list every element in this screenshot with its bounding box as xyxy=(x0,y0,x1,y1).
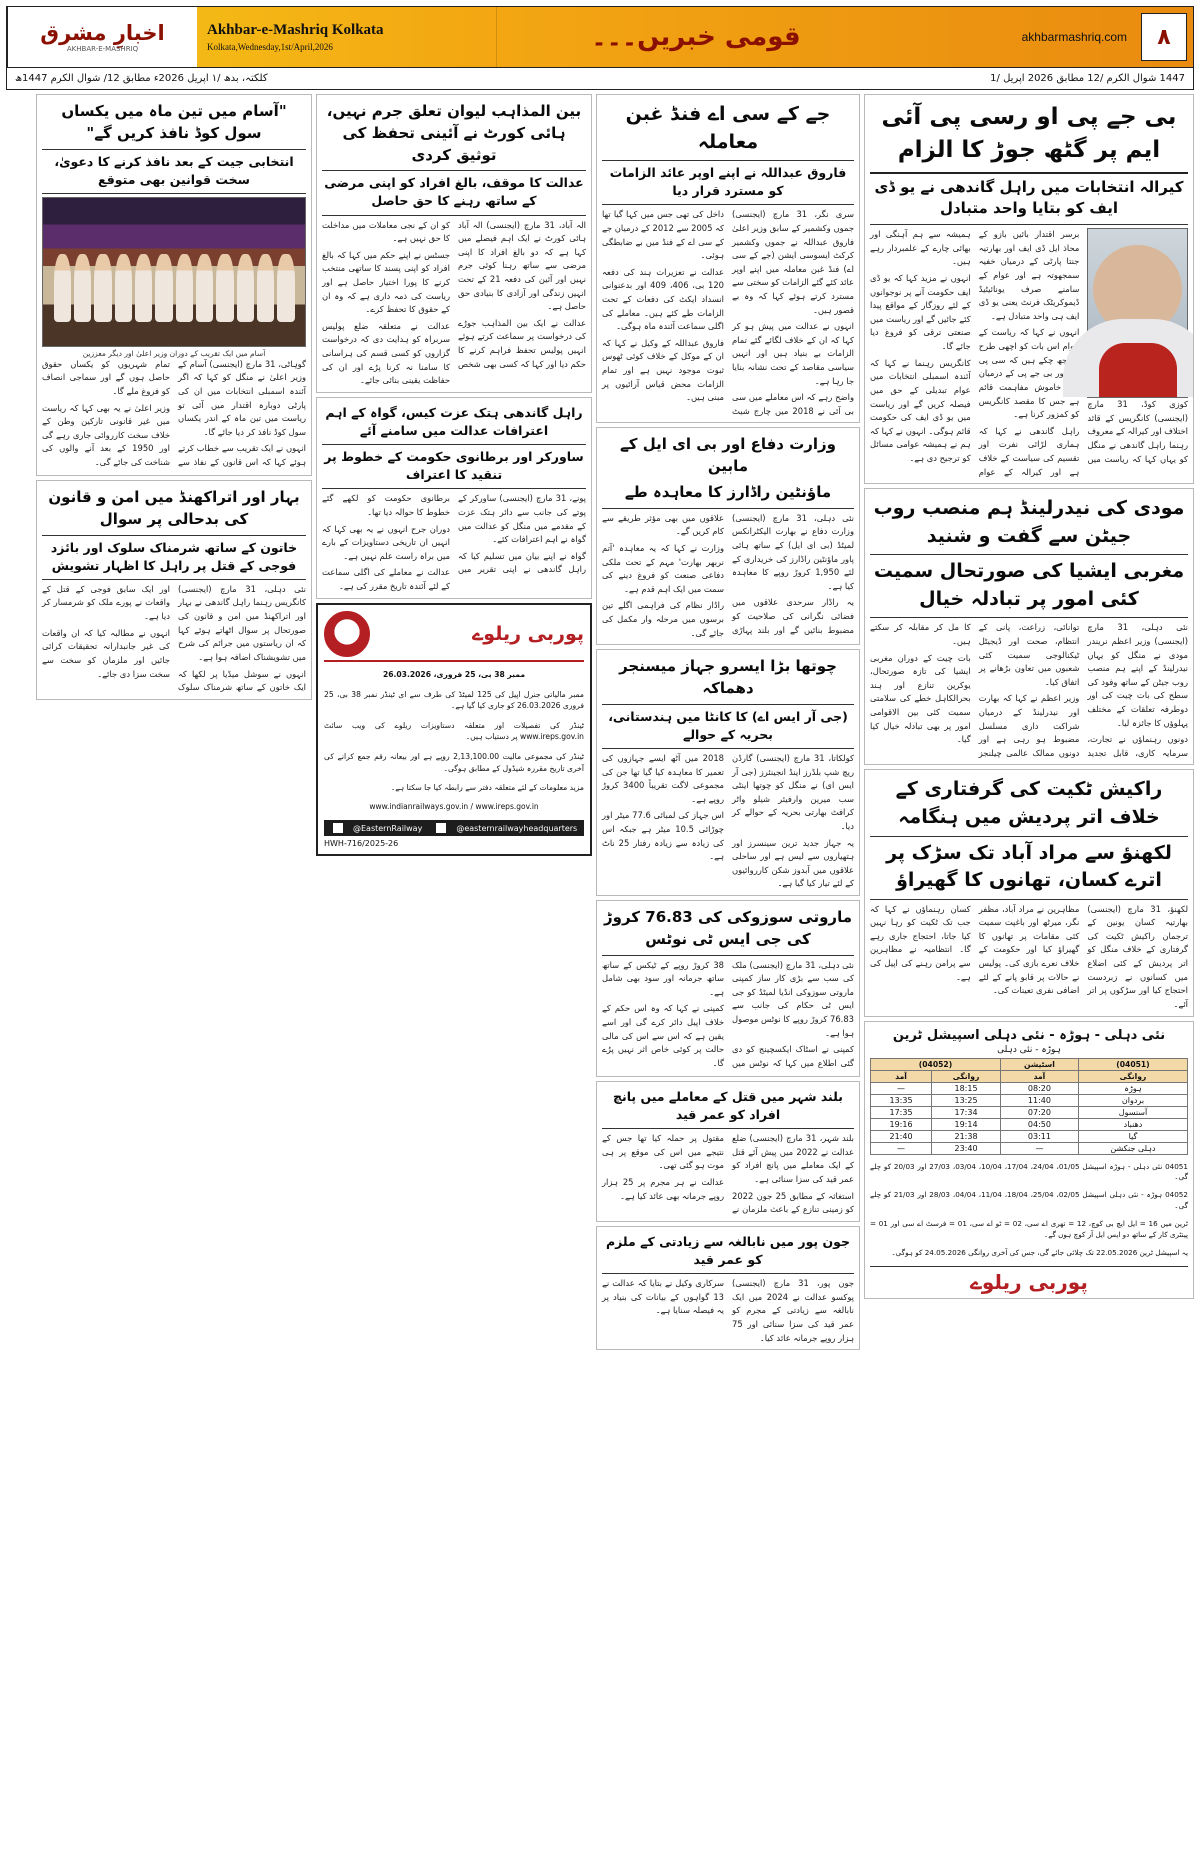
paragraph: راڈار نظام کی فراہمی اگلے تین برسوں میں مرحلہ وار مکمل کی جائے گی۔ xyxy=(602,600,724,638)
headline: بی جے پی او رسی پی آئی ایم پر گٹھ جوڑ کا الزام xyxy=(881,104,1177,164)
timetable-title: نئی دہلی - ہوڑہ - نئی دہلی اسپیشل ٹرین xyxy=(892,1027,1166,1043)
date-bar xyxy=(6,68,1194,90)
timetable xyxy=(870,1058,1188,1155)
paragraph: یہ راڈار سرحدی علاقوں میں فضائی نگرانی کی صلاحیت کو مضبوط بنائیں گے اور بلند پہاڑی علاقوں میں بھی مؤثر طریقے سے کام کریں گے۔ xyxy=(602,512,854,635)
paragraph: مظاہرین نے مراد آباد، مظفر نگر، میرٹھ اور باغپت سمیت کئی مقامات پر تھانوں کا گھیراؤ کیا اور حکومت کے خلاف نعرے بازی کی۔ پولیس نے حالات پر قابو پانے کے لئے اضافی نفری تعینات کی۔ xyxy=(978,903,1080,996)
cell: 08:20 xyxy=(1000,1082,1078,1094)
timetable-header-departure-2: روانگی xyxy=(932,1070,1001,1082)
article-assam-ucc xyxy=(36,94,312,476)
page-number: ۸ xyxy=(1141,13,1187,61)
article-body xyxy=(602,1132,854,1217)
article-body xyxy=(870,228,1188,479)
masthead-section-title xyxy=(497,7,895,67)
paragraph: الہ آباد، 31 مارچ (ایجنسی) الہ آباد ہائی کورٹ نے ایک اہم فیصلے میں کہا ہے کہ دو بالغ افراد کا اپنی مرضی سے ساتھ رہنا کوئی جرم نہیں اور آئین کی دفعہ 21 کے تحت انہیں زندگی اور آزادی کا بنیادی حق حاصل ہے۔ xyxy=(458,219,586,312)
cell: آسنسول xyxy=(1078,1106,1187,1118)
date-right: کلکتہ، بدھ /۱ اپریل 2026ء مطابق 12/ شوال الکرم 1447ھ xyxy=(15,73,268,84)
headline: راکیش ٹکیت کی گرفتاری کے خلاف اتر پردیش میں ہنگامہ xyxy=(895,778,1163,828)
table-row xyxy=(871,1082,1188,1094)
article-body xyxy=(602,512,854,640)
er-social-bar xyxy=(324,820,584,836)
cell: — xyxy=(871,1142,932,1154)
cell: دھنباد xyxy=(1078,1118,1187,1130)
article-body xyxy=(602,1277,854,1345)
masthead-english-title xyxy=(197,7,497,67)
subheadline: فاروق عبداللہ نے اپنے اوپر عائد الزامات کو مسترد قرار دیا xyxy=(609,165,847,199)
paragraph: 2018 میں آٹھ ایسے جہازوں کی تعمیر کا معاہدہ کیا گیا تھا جن کی مجموعی لاگت تقریباً 3400 کروڑ روپے ہے۔ xyxy=(602,752,724,804)
table-row xyxy=(871,1118,1188,1130)
photo-caption: آسام میں ایک تقریب کے دوران وزیر اعلیٰ اور دیگر معززین xyxy=(82,348,266,358)
subheadline: خاتون کے ساتھ شرمناک سلوک اور بائزد فوجی کے قتل پر راہل کا اظہار تشویش xyxy=(50,539,298,573)
timetable-header-station: اسٹیشن xyxy=(1000,1058,1078,1070)
paragraph: کانگریس رہنما نے کہا کہ آئندہ اسمبلی انتخابات میں عوام تبدیلی کے حق میں فیصلہ کریں گے اور ریاست میں یو ڈی ایف کی حکومت قائم ہوگی۔ انہوں نے کہا کہ ہم نے ہمیشہ عوامی مسائل کو ترجیح دی ہے۔ xyxy=(870,357,971,463)
paragraph: واضح رہے کہ اس معاملے میں سی بی آئی نے 2018 میں چارج شیٹ داخل کی تھی جس میں کہا گیا تھا کہ 2005 سے 2012 کے درمیان جے کے سی اے کے فنڈ میں بے ضابطگی ہوئی۔ xyxy=(602,209,854,416)
article-modi-netherlands xyxy=(864,488,1194,765)
section-title-urdu: قومی خبریں۔۔۔ xyxy=(591,22,801,52)
paragraph: دونوں رہنماؤں نے تجارت، سرمایہ کاری، قابل تجدید توانائی، زراعت، پانی کے انتظام، صحت اور ڈیجیٹل ٹیکنالوجی سمیت کئی شعبوں میں تعاون بڑھانے پر اتفاق کیا۔ xyxy=(978,622,1188,758)
paragraph: کولکاتا، 31 مارچ (ایجنسی) گارڈن ریچ شپ بلڈرز اینڈ انجینئرز (جی آر ایس ای) نے منگل کو چوتھا اینٹی سب میرین وارفیئر شیلو واٹر کرافٹ بھارتی بحریہ کے حوالے کر دیا۔ xyxy=(732,752,854,832)
cell: 04:50 xyxy=(1000,1118,1078,1130)
article-body xyxy=(870,903,1188,1012)
advert-eastern-railway xyxy=(316,603,592,857)
cell: 19:16 xyxy=(871,1118,932,1130)
instagram-icon[interactable] xyxy=(436,823,446,833)
cell: 18:15 xyxy=(932,1082,1001,1094)
headline: چوتھا بڑا ایسرو جہاز میسنجر دھماکہ xyxy=(619,657,837,697)
subheadline: انتخابی جیت کے بعد نافذ کرنے کا دعویٰ، سخت قوانین بھی متوقع xyxy=(54,153,294,187)
paragraph: کمپنی نے اسٹاک ایکسچینج کو دی گئی اطلاع میں کہا کہ نوٹس میں 38 کروڑ روپے کے ٹیکس کے ساتھ ساتھ جرمانہ اور سود بھی شامل ہے۔ xyxy=(602,959,854,1068)
paragraph: جون پور، 31 مارچ (ایجنسی) پوکسو عدالت نے 2024 میں ایک نابالغہ سے زیادتی کے مجرم کو عمر قید کی سزا سنائی اور 75 ہزار روپے جرمانہ عائد کیا۔ xyxy=(732,1278,855,1343)
paper-title-en: Akhbar-e-Mashriq Kolkata xyxy=(207,22,384,38)
paragraph: عدالت نے ہر مجرم پر 25 ہزار روپے جرمانہ بھی عائد کیا ہے۔ xyxy=(602,1177,724,1201)
cell: 17:35 xyxy=(871,1106,932,1118)
paragraph: ٹینڈر کی مجموعی مالیت 2,13,100.00 روپے ہے اور بیعانہ رقم جمع کرانے کی آخری تاریخ مقررہ شیڈول کے مطابق ہوگی۔ xyxy=(324,751,584,773)
paragraph: ممبر مالیاتی جنرل اپیل کی 125 لمیٹڈ کی طرف سے ای ٹینڈر نمبر 38 بی، 25 فروری 26.03.2026 کو جاری کیا گیا ہے۔ xyxy=(324,689,584,711)
paragraph: استغاثہ کے مطابق 25 جون 2022 کو زمینی تنازع کے باعث ملزمان نے مقتول پر حملہ کیا تھا جس کے نتیجے میں اس کی موقع پر ہی موت ہو گئی تھی۔ xyxy=(602,1133,854,1215)
cell: — xyxy=(871,1082,932,1094)
column-center-left xyxy=(596,94,860,1854)
headline: جون پور میں نابالغہ سے زیادتی کے ملزم کو عمر قید xyxy=(606,1233,850,1267)
headline: ماروتی سوزوکی کی 76.83 کروڑ کی جی ایس ٹی نوٹس xyxy=(604,908,852,948)
date-left: 1447 شوال الکرم /12 مطابق 2026 اپریل /1 xyxy=(990,73,1185,84)
headline: "آسام میں تین ماہ میں یکساں سول کوڈ نافذ کریں گے" xyxy=(61,102,287,142)
er-site[interactable]: www.indianrailways.gov.in / www.ireps.gov.in xyxy=(369,802,539,812)
timetable-header-arrival: آمد xyxy=(1000,1070,1078,1082)
masthead xyxy=(6,6,1194,68)
er-body xyxy=(324,669,584,813)
er-ref-left: ممبر 38 بی، 25 فروری، 26.03.2026 xyxy=(382,670,526,680)
table-row xyxy=(871,1130,1188,1142)
article-interfaith-court xyxy=(316,94,592,393)
paragraph: انہوں نے مطالبہ کیا کہ ان واقعات کی غیر جانبدارانہ تحقیقات کرائی جائیں اور ملزمان کو سخت سے سخت سزا دی جائے۔ xyxy=(42,627,170,679)
note: یہ اسپیشل ٹرین 22.05.2026 تک چلائی جائے گی، جس کی آخری روانگی 24.05.2026 کو ہوگی۔ xyxy=(891,1248,1188,1258)
railway-logo-text: پوربی ریلوے xyxy=(870,1266,1188,1294)
paragraph: بات چیت کے دوران مغربی ایشیا کی تازہ صورتحال، یوکرین تنازع اور ہند بحرالکاہل خطے کی سلامتی سمیت کئی بین الاقوامی امور پر بھی تبادلہ خیال کیا گیا۔ xyxy=(870,652,971,745)
paragraph: نئی دہلی، 31 مارچ (ایجنسی) وزارت دفاع نے بھارت الیکٹرانکس لمیٹڈ (بی ای ایل) کے ساتھ ہائی پاور ماؤنٹین راڈارز کی خریداری کے لئے 1,950 کروڑ روپے کا معاہدہ کیا ہے۔ xyxy=(732,512,854,591)
timetable-group-left: (04052) xyxy=(871,1058,1001,1070)
paragraph: وزیر اعلیٰ نے یہ بھی کہا کہ ریاست میں غیر قانونی تارکین وطن کے خلاف سخت کارروائی جاری رہے گی اور 1950 کے بعد آنے والوں کی شناخت کی جائے گی۔ xyxy=(42,402,171,468)
logo-sub-text: AKHBAR-E-MASHRIQ xyxy=(66,45,139,53)
headline: بلند شہر میں قتل کے معاملے میں پانچ افراد کو عمر قید xyxy=(613,1088,843,1123)
headline: وزارت دفاع اور بی ای ایل کے مابین xyxy=(619,435,836,476)
note: 04052 ہوڑہ - نئی دہلی اسپیشل 02/05، 25/04، 18/04، 11/04، 04/04، 28/03 اور 21/03 کو چلے گی۔ xyxy=(870,1190,1188,1211)
paragraph: کمپنی نے کہا کہ وہ اس حکم کے خلاف اپیل دائر کرے گی اور اسے یقین ہے کہ اس سے اس کی مالی حالت پر کوئی خاص اثر نہیں پڑے گا۔ xyxy=(602,1003,724,1068)
cell: 19:14 xyxy=(932,1118,1001,1130)
paragraph: بلند شہر، 31 مارچ (ایجنسی) ضلع عدالت نے 2022 میں پیش آئے قتل کے ایک معاملے میں پانچ افراد کو عمر قید کی سزا سنائی ہے۔ xyxy=(732,1133,855,1185)
article-body xyxy=(602,959,854,1072)
er-logo-text: پوربی ریلوے xyxy=(472,622,584,645)
paragraph: نئی دہلی، 31 مارچ (ایجنسی) کانگریس رہنما راہل گاندھی نے بہار اور اتراکھنڈ میں امن و قانون کی صورتحال پر سوال اٹھاتے ہوئے کہا کہ ان ریاستوں میں جرائم کی شرح میں تشویشناک اضافہ ہوا ہے۔ xyxy=(178,583,306,662)
table-row xyxy=(871,1094,1188,1106)
article-body xyxy=(602,752,854,891)
cell: 21:38 xyxy=(932,1130,1001,1142)
photo-rahul-gandhi xyxy=(1087,228,1188,398)
logo-urdu-text: اخبارِ مشرق xyxy=(40,21,165,45)
er-ref-number: HWH-716/2025-26 xyxy=(324,839,399,849)
cell: ہوڑہ xyxy=(1078,1082,1187,1094)
subcolumn-far-right xyxy=(36,94,312,1854)
subheadline: ماؤنٹین راڈارز کا معاہدہ طے xyxy=(624,482,832,501)
article-tikait-protest xyxy=(864,769,1194,1016)
er-social-1[interactable]: @EasternRailway xyxy=(353,823,423,833)
paragraph: فاروق عبداللہ کے وکیل نے کہا کہ ان کے موکل کے خلاف کوئی ٹھوس ثبوت موجود نہیں ہے اور تمام الزامات محض قیاس آرائیوں پر مبنی ہیں۔ xyxy=(602,337,724,403)
timetable-notes xyxy=(870,1162,1188,1259)
photo-people xyxy=(53,254,294,322)
article-bulandshahr-murder xyxy=(596,1081,860,1222)
paragraph: یہ جہاز جدید ترین سینسرز اور ہتھیاروں سے لیس ہے اور ساحلی علاقوں میں آبدوز شکن کارروائیوں کے لئے تیار کیا گیا ہے۔ xyxy=(732,837,854,889)
timetable-group-right: (04051) xyxy=(1078,1058,1187,1070)
article-grse-ship xyxy=(596,649,860,896)
cell: — xyxy=(1000,1142,1078,1154)
paragraph: سری نگر، 31 مارچ (ایجنسی) جموں وکشمیر کے سابق وزیر اعلیٰ فاروق عبداللہ نے جموں وکشمیر کرکٹ ایسوسی ایشن (جے کے سی اے) فنڈ غبن معاملہ میں اپنے اوپر عائد کئے گئے الزامات کو سختی سے مسترد کرتے ہوئے کہا کہ وہ بے قصور ہیں۔ xyxy=(731,209,854,315)
table-row xyxy=(871,1106,1188,1118)
timetable-header-arrival-2: آمد xyxy=(871,1070,932,1082)
subheadline: ساورکر اور برطانوی حکومت کے خطوط پر تنقید کا اعتراف xyxy=(324,449,584,483)
website-url[interactable]: akhbarmashriq.com xyxy=(1021,30,1127,44)
headline: بین المذاہب لیوان تعلق جرم نہیں، ہائی کورٹ نے آئینی تحفظ کی توثیق کردی xyxy=(326,102,582,164)
cell: 13:35 xyxy=(871,1094,932,1106)
headline: مودی کی نیدرلینڈ ہم منصب روب جیٹن سے گفت و شنید xyxy=(873,497,1185,547)
facebook-icon[interactable] xyxy=(333,823,343,833)
cell: 03:11 xyxy=(1000,1130,1078,1142)
paragraph: عدالت نے معاملے کی اگلی سماعت کے لئے آئندہ تاریخ مقرر کی ہے۔ xyxy=(322,567,450,591)
newspaper-logo xyxy=(7,7,197,67)
paragraph: وزیر اعظم نے کہا کہ بھارت اور نیدرلینڈ کے درمیان شراکت داری مسلسل مضبوط ہو رہی ہے اور دونوں ممالک عالمی چیلنجز کا مل کر مقابلہ کر سکتے ہیں۔ xyxy=(870,622,1080,758)
paragraph: پونے، 31 مارچ (ایجنسی) ساورکر کے پوتے کی جانب سے دائر ہتک عزت کے مقدمے میں منگل کو عدالت میں گواہ نے اہم اعترافات کئے۔ xyxy=(458,493,586,545)
paragraph: گواہ نے اپنے بیان میں تسلیم کیا کہ راہل گاندھی نے اپنی تقریر میں برطانوی حکومت کو لکھے گئے خطوط کا حوالہ دیا تھا۔ xyxy=(322,493,586,575)
article-bihar-uttarakhand xyxy=(36,480,312,700)
article-jkca-fund xyxy=(596,94,860,423)
article-body xyxy=(870,621,1188,760)
page-content xyxy=(6,94,1194,1854)
table-row xyxy=(871,1142,1188,1154)
timetable-subtitle: ہوڑہ - نئی دہلی xyxy=(997,1044,1061,1055)
paragraph: انہوں نے سوشل میڈیا پر لکھا کہ ایک خاتون کے ساتھ شرمناک سلوک اور ایک سابق فوجی کے قتل کے واقعات نے پورے ملک کو شرمسار کر دیا ہے۔ xyxy=(42,583,306,693)
article-body xyxy=(602,208,854,418)
paragraph: نئی دہلی، 31 مارچ (ایجنسی) ملک کی سب سے بڑی کار ساز کمپنی ماروتی سوزوکی انڈیا لمیٹڈ کو جی ایس ٹی حکام کی جانب سے 76.83 کروڑ روپے کا نوٹس موصول ہوا ہے۔ xyxy=(732,959,854,1038)
paragraph: مزید معلومات کے لئے متعلقہ دفتر سے رابطہ کیا جا سکتا ہے۔ xyxy=(390,782,584,792)
cell: 23:40 xyxy=(932,1142,1001,1154)
paragraph: عدالت نے ایک بین المذاہب جوڑے کی درخواست پر سماعت کرتے ہوئے انہیں پولیس تحفظ فراہم کرنے کا حکم دیا اور کہا کہ کسی بھی شخص کو ان کے نجی معاملات میں مداخلت کا حق نہیں ہے۔ xyxy=(322,219,586,369)
paragraph: کوزی کوڈ، 31 مارچ (ایجنسی) کانگریس کے قائد اختلاف اور کیرالہ کے معروف رہنما راہل گاندھی نے منگل کو یہاں کہا کہ ریاست میں برسر اقتدار بائیں بازو کے محاذ ایل ڈی ایف اور بھارتیہ جنتا پارٹی کے درمیان خفیہ سمجھوتہ ہے اور عوام کے سامنے صرف یونائیٹیڈ ڈیموکریٹک فرنٹ یعنی یو ڈی ایف ہی واحد متبادل ہے۔ xyxy=(978,229,1188,464)
column-right xyxy=(32,94,592,1854)
paragraph: وزارت نے کہا کہ یہ معاہدہ 'آتم نربھر بھارت' مہم کے تحت ملکی دفاعی صنعت کو فروغ دینے کی سمت میں ایک اہم قدم ہے۔ xyxy=(602,542,724,594)
cell: 21:40 xyxy=(871,1130,932,1142)
article-body xyxy=(42,358,306,471)
cell: دہلی جنکشن xyxy=(1078,1142,1187,1154)
paragraph: انہوں نے کہا کہ ریاست کے عوام اس بات کو اچھی طرح سمجھ چکے ہیں کہ سی پی ایم اور بی جے پی کے درمیان ایک خاموش مفاہمت قائم ہے جس کا مقصد کانگریس کو کمزور کرنا ہے۔ xyxy=(978,327,1080,420)
article-bel-radar xyxy=(596,427,860,645)
paragraph: اس جہاز کی لمبائی 77.6 میٹر اور چوڑائی 10.5 میٹر ہے جبکہ اس کی زیادہ سے زیادہ رفتار 25 ناٹ ہے۔ xyxy=(602,810,724,862)
cell: 11:40 xyxy=(1000,1094,1078,1106)
note: 04051 نئی دہلی - ہوڑہ اسپیشل 01/05، 24/04، 17/04، 10/04، 03/04، 27/03 اور 20/03 کو چلے گی۔ xyxy=(870,1161,1188,1182)
paragraph: کسان رہنماؤں نے کہا کہ جب تک ٹکیت کو رہا نہیں کیا جاتا، احتجاج جاری رہے گا۔ انتظامیہ نے مظاہرین سے پرامن رہنے کی اپیل کی ہے۔ xyxy=(870,903,971,982)
cell: 17:34 xyxy=(932,1106,1001,1118)
paragraph: ٹینڈر کی تفصیلات اور متعلقہ دستاویزات ریلوے کی ویب سائٹ www.ireps.gov.in پر دستیاب ہیں۔ xyxy=(324,720,584,742)
advert-train-timetable xyxy=(864,1021,1194,1300)
article-jaunpur-case xyxy=(596,1226,860,1350)
cell: 13:25 xyxy=(932,1094,1001,1106)
cell: 07:20 xyxy=(1000,1106,1078,1118)
paragraph: انہوں نے مزید کہا کہ یو ڈی ایف حکومت آنے پر نوجوانوں کے لئے روزگار کے مواقع پیدا کئے جائیں گے اور ریاست میں صنعتی ترقی کو فروغ دیا جائے گا۔ xyxy=(870,273,971,352)
railway-logo-icon xyxy=(324,611,370,657)
paragraph: عدالت نے متعلقہ ضلع پولیس سربراہ کو ہدایت دی کہ درخواست گزاروں کو کسی قسم کی ہراسانی کا سامنا نہ کرنا پڑے اور ان کی حفاظت یقینی بنائی جائے۔ xyxy=(322,320,450,386)
cell: بردوان xyxy=(1078,1094,1187,1106)
paragraph: انہوں نے عدالت میں پیش ہو کر کہا کہ ان کے خلاف لگائے گئے تمام الزامات بے بنیاد ہیں اور انہیں سیاسی مقاصد کے تحت نشانہ بنایا جا رہا ہے۔ xyxy=(732,321,854,386)
article-rahul-defamation xyxy=(316,397,592,599)
er-header xyxy=(324,611,584,657)
paragraph: انہوں نے ایک تقریب سے خطاب کرتے ہوئے کہا کہ اس قانون کے نفاذ سے تمام شہریوں کو یکساں حقوق حاصل ہوں گے اور سماجی انصاف کو فروغ ملے گا۔ xyxy=(42,358,306,468)
subcolumn-right-inner xyxy=(316,94,592,1854)
cell: گیا xyxy=(1078,1130,1187,1142)
photo-assam-event xyxy=(42,197,306,347)
article-body xyxy=(322,219,586,388)
subheadline: مغربی ایشیا کی صورتحال سمیت کئی امور پر تبادلہ خیال xyxy=(873,560,1185,610)
paragraph: عدالت نے تعزیرات ہند کی دفعہ 120 بی، 406، 409 اور بدعنوانی انسداد ایکٹ کی دفعات کے تحت الزامات طے کئے ہیں۔ معاملے کی اگلی سماعت آئندہ ماہ ہوگی۔ xyxy=(602,266,724,332)
masthead-website xyxy=(895,7,1135,67)
article-maruti-gst xyxy=(596,900,860,1077)
headline: بہار اور اتراکھنڈ میں امن و قانون کی بدحالی پر سوال xyxy=(48,488,300,528)
column-left xyxy=(864,94,1194,1854)
paragraph: جسٹس نے اپنے حکم میں کہا کہ بالغ افراد کو اپنی پسند کا ساتھی منتخب کرنے کا پورا اختیار حاصل ہے اور ریاست کی ذمہ داری ہے کہ وہ ان کے حقوق کا تحفظ کرے۔ xyxy=(322,249,450,315)
article-kerala xyxy=(864,94,1194,484)
paragraph: سرکاری وکیل نے بتایا کہ عدالت نے 13 گواہوں کے بیانات کی بنیاد پر یہ فیصلہ سنایا ہے۔ xyxy=(602,1278,724,1316)
headline: راہل گاندھی ہتک عزت کیس، گواہ کے اہم اعترافات عدالت میں سامنے آئے xyxy=(325,404,583,438)
paragraph: گوہاٹی، 31 مارچ (ایجنسی) آسام کے وزیر اعلیٰ نے منگل کو کہا کہ اگر آئندہ اسمبلی انتخابات میں ان کی پارٹی دوبارہ اقتدار میں آئی تو ریاست میں تین ماہ کے اندر یکساں سول کوڈ نافذ کر دیا جائے گا۔ xyxy=(178,358,306,437)
article-body xyxy=(42,583,306,695)
paragraph: راہل گاندھی نے کہا کہ ہماری لڑائی نفرت اور تقسیم کی سیاست کے خلاف ہے اور کیرالہ کے عوام ہمیشہ سے ہم آہنگی اور بھائی چارے کے علمبردار رہے ہیں۔ xyxy=(870,229,1080,477)
subheadline: کیرالہ انتخابات میں راہل گاندھی نے یو ڈی ایف کو بتایا واحد متبادل xyxy=(874,177,1184,218)
paragraph: نئی دہلی، 31 مارچ (ایجنسی) وزیر اعظم نریندر مودی نے منگل کو یہاں نیدرلینڈ کے اپنے ہم منصب روب جیٹن کے ساتھ وفود کی سطح کی بات چیت کی اور دوطرفہ تعلقات کے مختلف پہلوؤں کا جائزہ لیا۔ xyxy=(1087,622,1188,728)
er-social-2[interactable]: @easternrailwayheadquarters xyxy=(456,823,578,833)
paragraph: دوران جرح انہوں نے یہ بھی کہا کہ انہیں ان تاریخی دستاویزات کے بارے میں براہ راست علم نہیں ہے۔ xyxy=(322,523,450,561)
headline: جے کے سی اے فنڈ غبن معاملہ xyxy=(625,103,831,153)
note: ٹرین میں 16 = ایل ایچ بی کوچ، 12 = تھری اے سی، 02 = ٹو اے سی، 01 = فرسٹ اے سی اور 01 = پینٹری کار کے ساتھ دو ایس ایل آر کوچ ہوں گے۔ xyxy=(870,1219,1188,1240)
subheadline: لکھنؤ سے مراد آباد تک سڑک پر اترے کسان، تھانوں کا گھیراؤ xyxy=(886,841,1172,892)
subheadline: (جی آر ایس اے) کا کانٹا میں ہندستانی، بحریہ کے حوالے xyxy=(608,708,848,742)
paragraph: لکھنؤ، 31 مارچ (ایجنسی) بھارتیہ کسان یونین کے ترجمان راکیش ٹکیت کی گرفتاری کے خلاف منگل کو اتر پردیش کے کئی اضلاع میں کسانوں نے زبردست احتجاج کیا اور سڑکوں پر اتر آئے۔ xyxy=(1087,903,1189,1009)
subheadline: عدالت کا موقف، بالغ افراد کو اپنی مرضی کے ساتھ رہنے کا حق حاصل xyxy=(324,175,584,209)
article-body xyxy=(322,492,586,593)
timetable-header-departure: روانگی xyxy=(1078,1070,1187,1082)
paper-place-en: Kolkata,Wednesday,1st/April,2026 xyxy=(207,42,333,52)
